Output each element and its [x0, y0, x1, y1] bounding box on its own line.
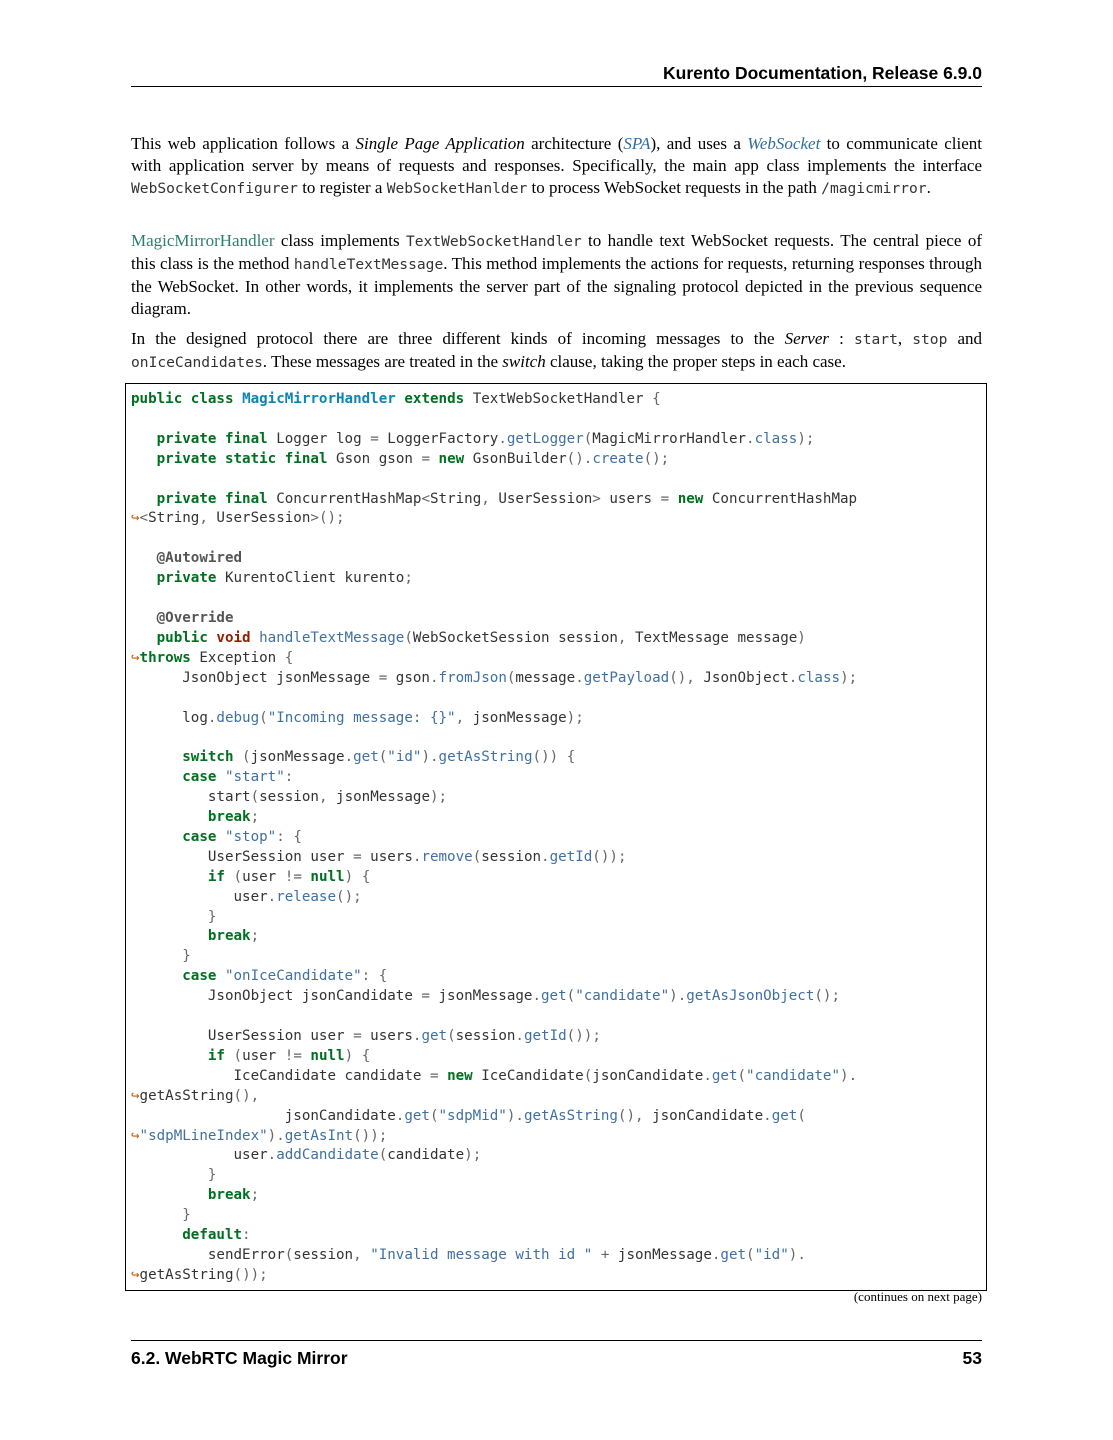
code-line: JsonObject jsonCandidate = jsonMessage.get("candidate").getAsJsonObject();: [131, 988, 841, 1005]
text: architecture (: [524, 134, 624, 153]
code-line: start(session, jsonMessage);: [131, 789, 448, 806]
code-line: @Autowired: [156, 550, 243, 567]
protocol-paragraph: [131, 328, 982, 374]
code-line: private final ConcurrentHashMap<String, UserSession> users = new ConcurrentHashMap: [156, 490, 858, 507]
code-line: log.debug("Incoming message: {}", jsonMessage);: [131, 709, 584, 726]
code-line: break;: [207, 928, 260, 945]
intro-paragraph: [131, 133, 982, 200]
code-line: }: [207, 1167, 217, 1184]
code-line: public void handleTextMessage(WebSocketSession session, TextMessage message): [156, 629, 806, 646]
code-line: }: [182, 1207, 191, 1224]
websocket-link[interactable]: WebSocket: [747, 134, 821, 153]
code-line: user.release();: [131, 888, 362, 905]
inline-code: WebSocketConfigurer: [131, 180, 298, 197]
code-line: ↪<String, UserSession>();: [131, 510, 345, 527]
code-line: switch (jsonMessage.get("id").getAsString()) {: [182, 749, 576, 766]
code-line: case "stop": {: [182, 828, 302, 845]
text: class implements: [274, 231, 406, 250]
text: . This method implements the actions for requests, returning responses through the WebSocket. In other words, it implements the server part of the signaling protocol depicted in the previous sequence diagram.: [131, 254, 982, 318]
page-number: 53: [962, 1348, 982, 1368]
inline-code: stop: [912, 331, 948, 348]
inline-code: /magicmirror: [821, 180, 927, 197]
code-line: ↪"sdpMLineIndex").getAsInt());: [131, 1127, 388, 1144]
text: In the designed protocol there are three different kinds of incoming messages to the: [131, 329, 785, 348]
page-footer: [131, 1340, 982, 1369]
code-line: @Override: [156, 609, 234, 626]
footer-section: 6.2. WebRTC Magic Mirror: [131, 1348, 348, 1368]
code-line: default:: [182, 1227, 251, 1244]
inline-code: WebSocketHanlder: [386, 180, 528, 197]
code-line: ↪throws Exception {: [131, 649, 294, 666]
code-line: case "onIceCandidate": {: [182, 968, 388, 985]
code-listing: [131, 390, 857, 1286]
code-line: ↪getAsString());: [131, 1266, 268, 1283]
code-line: private final Logger log = LoggerFactory.getLogger(MagicMirrorHandler.class);: [156, 430, 815, 447]
inline-code: start: [853, 331, 898, 348]
text: :: [829, 329, 854, 348]
spa-link[interactable]: SPA: [623, 134, 651, 153]
continues-note: (continues on next page): [853, 1289, 982, 1304]
text: and: [947, 329, 983, 348]
text: This web application follows a: [131, 134, 356, 153]
running-header: Kurento Documentation, Release 6.9.0: [131, 62, 982, 87]
inline-code: onIceCandidates: [131, 354, 263, 371]
code-line: if (user != null) {: [207, 868, 371, 885]
emphasis: switch: [502, 352, 546, 371]
handler-paragraph: [131, 230, 982, 320]
code-line: case "start":: [182, 769, 294, 786]
emphasis: Server: [784, 329, 830, 348]
text: to communicate client with application server by means of requests and responses. Specifically, the main app class implements the interface: [131, 134, 982, 175]
text: to process WebSocket requests in the path: [527, 178, 822, 197]
code-line: }: [182, 948, 191, 965]
code-line: JsonObject jsonMessage = gson.fromJson(message.getPayload(), JsonObject.class);: [131, 669, 858, 686]
code-line: break;: [207, 1187, 260, 1204]
code-line: sendError(session, "Invalid message with id " + jsonMessage.get("id").: [131, 1246, 806, 1263]
inline-code: TextWebSocketHandler: [405, 233, 582, 250]
magicmirrorhandler-link[interactable]: MagicMirrorHandler: [131, 231, 275, 250]
code-line: break;: [207, 809, 260, 826]
text: to register a: [297, 178, 387, 197]
code-line: UserSession user = users.remove(session.getId());: [131, 848, 627, 865]
text: clause, taking the proper steps in each case.: [545, 352, 846, 371]
text: . These messages are treated in the: [262, 352, 503, 371]
code-line: if (user != null) {: [207, 1047, 371, 1064]
text: .: [926, 178, 931, 197]
code-line: public class MagicMirrorHandler extends TextWebSocketHandler {: [131, 391, 661, 407]
code-line: jsonCandidate.get("sdpMid").getAsString(), jsonCandidate.get(: [131, 1107, 806, 1124]
code-line: }: [207, 908, 217, 925]
code-line: private static final Gson gson = new GsonBuilder().create();: [156, 450, 670, 467]
text: ,: [897, 329, 913, 348]
code-line: IceCandidate candidate = new IceCandidate(jsonCandidate.get("candidate").: [131, 1067, 858, 1084]
code-block: [125, 383, 987, 1291]
emphasis: Single Page Application: [355, 134, 525, 153]
code-line: private KurentoClient kurento;: [156, 570, 413, 587]
code-line: user.addCandidate(candidate);: [131, 1147, 482, 1164]
text: to handle text WebSocket requests. The central piece of this class is the method: [131, 231, 982, 273]
text: ), and uses a: [650, 134, 748, 153]
code-line: UserSession user = users.get(session.getId());: [131, 1028, 601, 1044]
inline-code: handleTextMessage: [293, 256, 444, 273]
code-line: ↪getAsString(),: [131, 1087, 260, 1104]
